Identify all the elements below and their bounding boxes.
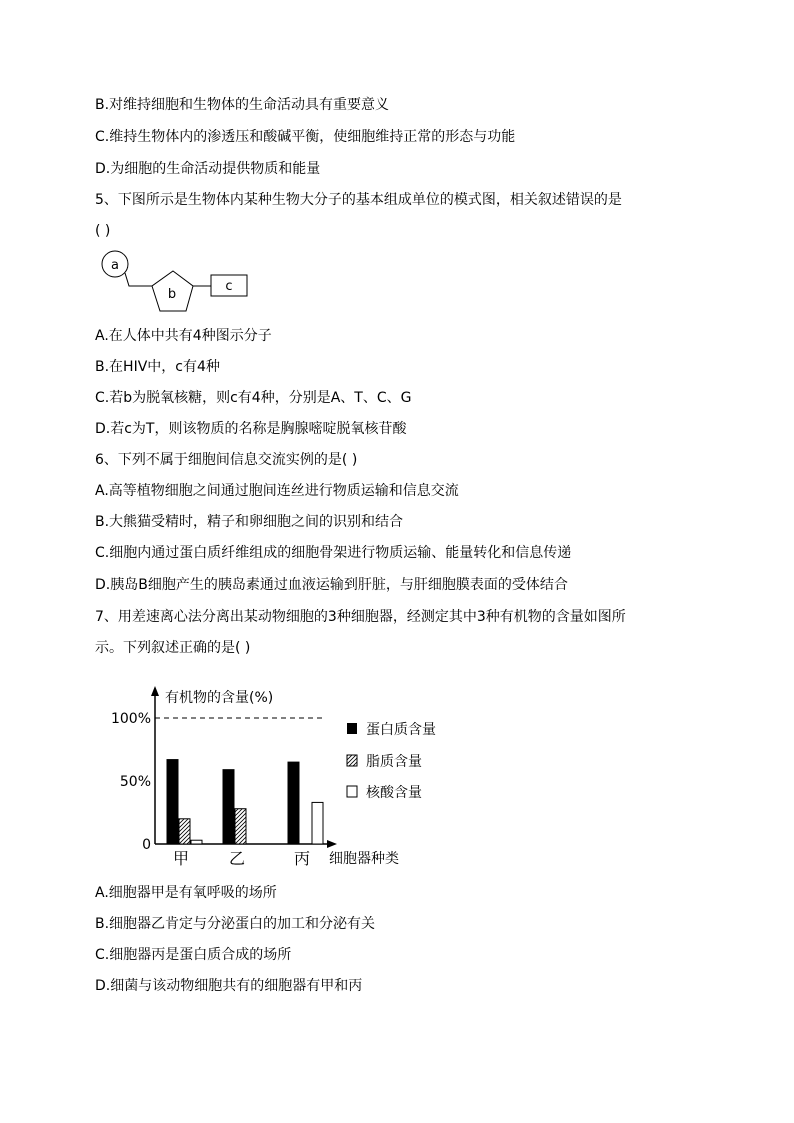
y-axis-label: 有机物的含量(%) [165,690,274,706]
bar-2-2 [312,802,323,844]
option-d-q6: D.胰岛B细胞产生的胰岛素通过血液运输到肝脏，与肝细胞膜表面的受体结合 [95,577,568,593]
y-tick-label: 100% [110,711,151,727]
bar-1-1 [235,809,246,844]
legend-label-lipid: 脂质含量 [366,754,422,770]
option-d-q7: D.细菌与该动物细胞共有的细胞器有甲和丙 [95,978,363,994]
question-7-stem: 7、用差速离心法分离出某动物细胞的3种细胞器，经测定其中3种有机物的含量如图所 [95,609,626,625]
label-a: a [111,258,119,273]
y-axis-arrow [151,686,159,696]
bar-1-0 [223,770,234,844]
question-6-stem: 6、下列不属于细胞间信息交流实例的是( ) [95,452,358,468]
option-a-q6: A.高等植物细胞之间通过胞间连丝进行物质运输和信息交流 [95,483,459,499]
option-c-q7: C.细胞器丙是蛋白质合成的场所 [95,947,292,963]
option-c-q6: C.细胞内通过蛋白质纤维组成的细胞骨架进行物质运输、能量转化和信息传递 [95,545,572,561]
legend-label-protein: 蛋白质含量 [366,722,436,738]
bar-0-0 [167,760,178,844]
nucleotide-diagram [95,248,265,320]
option-b-q6: B.大熊猫受精时，精子和卵细胞之间的识别和结合 [95,514,404,530]
legend-swatch-protein [347,723,357,734]
legend-swatch-nucleic [347,786,357,797]
label-b: b [167,287,177,302]
question-5-stem: 5、下图所示是生物体内某种生物大分子的基本组成单位的模式图，相关叙述错误的是 [95,192,622,208]
x-tick-label: 甲 [172,849,190,868]
x-tick-label: 丙 [293,849,311,868]
option-a-q5: A.在人体中共有4种图示分子 [95,328,272,344]
legend-label-nucleic: 核酸含量 [366,785,422,801]
organelle-content-chart [95,680,475,872]
bar-2-0 [288,762,299,844]
question-5-blank: ( ) [95,223,111,239]
question-7-stem-cont: 示。下列叙述正确的是( ) [95,640,251,656]
option-a-q7: A.细胞器甲是有氧呼吸的场所 [95,885,277,901]
x-axis-arrow [327,840,337,848]
y-tick-label: 0 [142,837,151,853]
y-tick-label: 50% [119,774,151,790]
bar-0-2 [191,840,202,844]
option-b-q7: B.细胞器乙肯定与分泌蛋白的加工和分泌有关 [95,916,376,932]
option-c-q4: C.维持生物体内的渗透压和酸碱平衡，使细胞维持正常的形态与功能 [95,129,516,145]
option-c-q5: C.若b为脱氧核糖，则c有4种，分别是A、T、C、G [95,390,412,406]
x-axis-label: 细胞器种类 [329,851,399,867]
bar-0-1 [179,819,190,844]
option-b-q5: B.在HIV中，c有4种 [95,359,220,375]
label-c: c [225,279,233,294]
legend-swatch-lipid [347,755,357,766]
x-tick-label: 乙 [228,849,246,868]
bond-a-b [125,273,152,286]
option-b-q4: B.对维持细胞和生物体的生命活动具有重要意义 [95,97,390,113]
option-d-q5: D.若c为T，则该物质的名称是胸腺嘧啶脱氧核苷酸 [95,421,407,437]
option-d-q4: D.为细胞的生命活动提供物质和能量 [95,161,321,177]
